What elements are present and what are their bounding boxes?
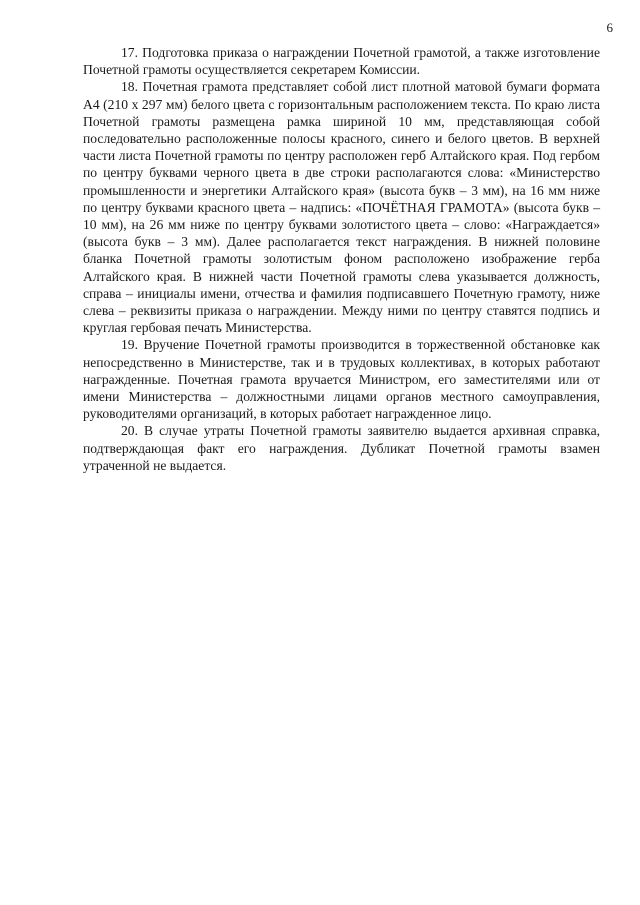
paragraph-18: 18. Почетная грамота представляет собой лист плотной матовой бумаги формата А4 (210 х 297 мм) белого цвета с горизонтальным расположением текста. По краю листа Почетной грамоты размещена рамка шириной 10 мм, представляющая собой последовательно расположенные полосы красного, синего и белого цветов. В верхней части листа Почетной грамоты по центру расположен герб Алтайского края. Под гербом по центру буквами черного цвета в две строки располагаются слова: «Министерство промышленности и энергетики Алтайского края» (высота букв – 3 мм), на 16 мм ниже по центру буквами красного цвета – надпись: «ПОЧЁТНАЯ ГРАМОТА» (высота букв – 10 мм), на 26 мм ниже по центру буквами золотистого цвета – слово: «Награждается» (высота букв – 3 мм). Далее располагается текст награждения. В нижней половине бланка Почетной грамоты золотистым фоном расположено изображение герба Алтайского края. В нижней части Почетной грамоты слева указывается должность, справа – инициалы имени, отчества и фамилия подписавшего Почетную грамоту, ниже слева – реквизиты приказа о награждении. Между ними по центру ставятся подпись и круглая гербовая печать Министерства. [83,79,600,336]
paragraph-19: 19. Вручение Почетной грамоты производится в торжественной обстановке как непосредственно в Министерстве, так и в трудовых коллективах, в которых работают награжденные. Почетная грамота вручается Министром, его заместителями или от имени Министерства – должностными лицами органов местного самоуправления, руководителями организаций, в которых работает награжденное лицо. [83,337,600,422]
document-body [83,44,600,474]
paragraph-17: 17. Подготовка приказа о награждении Почетной грамотой, а также изготовление Почетной грамоты осуществляется секретарем Комиссии. [83,45,600,78]
page-number: 6 [606,20,613,35]
paragraph-20: 20. В случае утраты Почетной грамоты заявителю выдается архивная справка, подтверждающая факт его награждения. Дубликат Почетной грамоты взамен утраченной не выдается. [83,423,600,473]
